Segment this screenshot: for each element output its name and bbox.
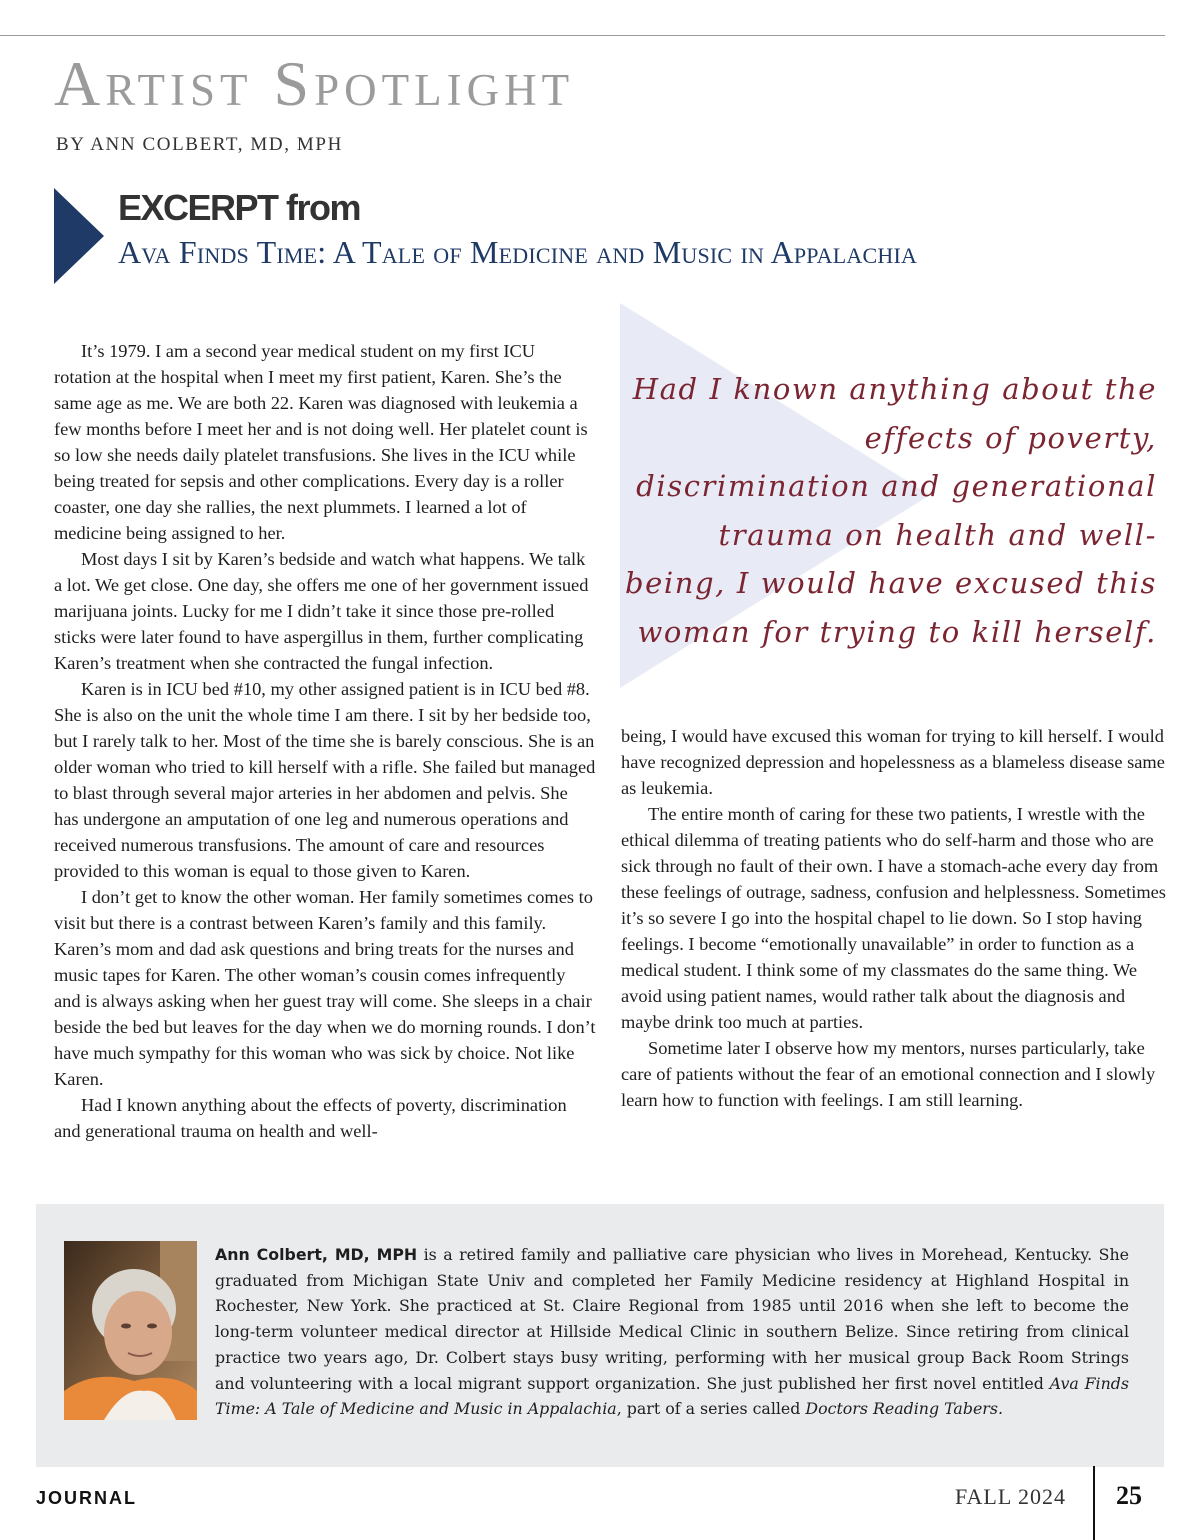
article-paragraph: It’s 1979. I am a second year medical student on my first ICU rotation at the hospital when I meet my first patient, Karen. She’s the same age as me. We are both 22. Karen was diagnosed with leukemia a few months before I meet her and is not doing well. Her platelet count is so low she needs daily platelet transfusions. She lives in the ICU while being treated for sepsis and other complications. Every day is a roller coaster, one day she rallies, the next plummets. I learned a lot of medicine being assigned to her. — [54, 341, 588, 543]
article-paragraph: Had I known anything about the effects of poverty, discrimination and generational trauma on health and well- — [54, 1095, 567, 1141]
bio-book-title: Ava Finds Time: A Tale of Medicine and Music in Appalachia — [215, 1373, 1129, 1419]
section-title: Artist Spotlight — [54, 48, 575, 119]
bio-text-part: is a retired family and palliative care physician who lives in Morehead, Kentucky. She graduated from Michigan State Univ and completed her Family Medicine residency at Highland Hospital in Rochester, New York. She practiced at St. Claire Regional from 1985 until 2016 when she left to become the long-term volunteer medical director at Hillside Medical Clinic in southern Belize. Since retiring from clinical practice two years ago, Dr. Colbert stays busy writing, performing with her musical group Back Room Strings and volunteering with a local migrant support organization. She just published her first novel entitled — [215, 1245, 1129, 1393]
author-portrait-icon — [64, 1241, 197, 1420]
bio-series-title: Doctors Reading Tabers. — [805, 1399, 1003, 1419]
book-title: Ava Finds Time: A Tale of Medicine and Music in Appalachia — [118, 234, 918, 270]
article-paragraph: Karen is in ICU bed #10, my other assigned patient is in ICU bed #8. She is also on the unit the whole time I am there. I sit by her bedside too, but I rarely talk to her. Most of the time she is barely conscious. She is an older woman who tried to kill herself with a rifle. She failed but managed to blast through several major arteries in her abdomen and pelvis. She has undergone an amputation of one leg and numerous operations and received numerous transfusions. The amount of care and resources provided to this woman is equal to those given to Karen. — [54, 679, 596, 881]
article-right-column — [621, 723, 1166, 1113]
bio-text-part: , part of a series called — [616, 1399, 806, 1419]
article-paragraph: Sometime later I observe how my mentors, nurses particularly, take care of patients without the fear of an emotional connection and I slowly learn how to function with feelings. I am still learning. — [621, 1038, 1156, 1110]
footer-issue: FALL 2024 — [954, 1484, 1066, 1509]
footer-divider — [1093, 1466, 1095, 1540]
footer-journal-name: JOURNAL — [36, 1488, 138, 1508]
article-paragraph: being, I would have excused this woman for trying to kill herself. I would have recognized depression and hopelessness as a blameless disease same as leukemia. — [621, 726, 1165, 798]
author-bio-text — [215, 1242, 1129, 1422]
article-paragraph: I don’t get to know the other woman. Her family sometimes comes to visit but there is a contrast between Karen’s family and this family. Karen’s mom and dad ask questions and bring treats for the nurses and music tapes for Karen. The other woman’s cousin comes infrequently and is always asking when her guest tray will come. She sleeps in a chair beside the bed but leaves for the day when we do morning rounds. I don’t have much sympathy for this woman who was sick by choice. Not like Karen. — [54, 887, 596, 1089]
page-number: 25 — [1116, 1481, 1142, 1510]
top-rule — [0, 35, 1165, 36]
article-paragraph: The entire month of caring for these two patients, I wrestle with the ethical dilemma of treating patients who do self-harm and those who are sick through no fault of their own. I have a stomach-ache every day from these feelings of outrage, sadness, confusion and helplessness. Sometimes it’s so severe I go into the hospital chapel to lie down. So I stop having feelings. I become “emotionally unavailable” in order to function as a medical student. I think some of my classmates do the same thing. We avoid using patient names, would rather talk about the diagnosis and maybe drink too much at parties. — [621, 804, 1166, 1032]
header-triangle-icon — [54, 188, 104, 284]
author-portrait-photo — [64, 1241, 197, 1420]
article-left-column — [54, 338, 596, 1144]
byline: BY ANN COLBERT, MD, MPH — [56, 134, 343, 155]
article-paragraph: Most days I sit by Karen’s bedside and watch what happens. We talk a lot. We get close. One day, she offers me one of her government issued marijuana joints. Lucky for me I didn’t take it since those pre-rolled sticks were later found to have aspergillus in them, further complicating Karen’s treatment when she contracted the fungal infection. — [54, 549, 589, 673]
author-name: Ann Colbert, MD, MPH — [215, 1245, 418, 1264]
excerpt-label: EXCERPT from — [118, 187, 361, 228]
pull-quote: Had I known anything about the effects of poverty, discrimination and generational trauma on health and well-being, I would have excused this woman for trying to kill herself. — [624, 372, 1157, 649]
